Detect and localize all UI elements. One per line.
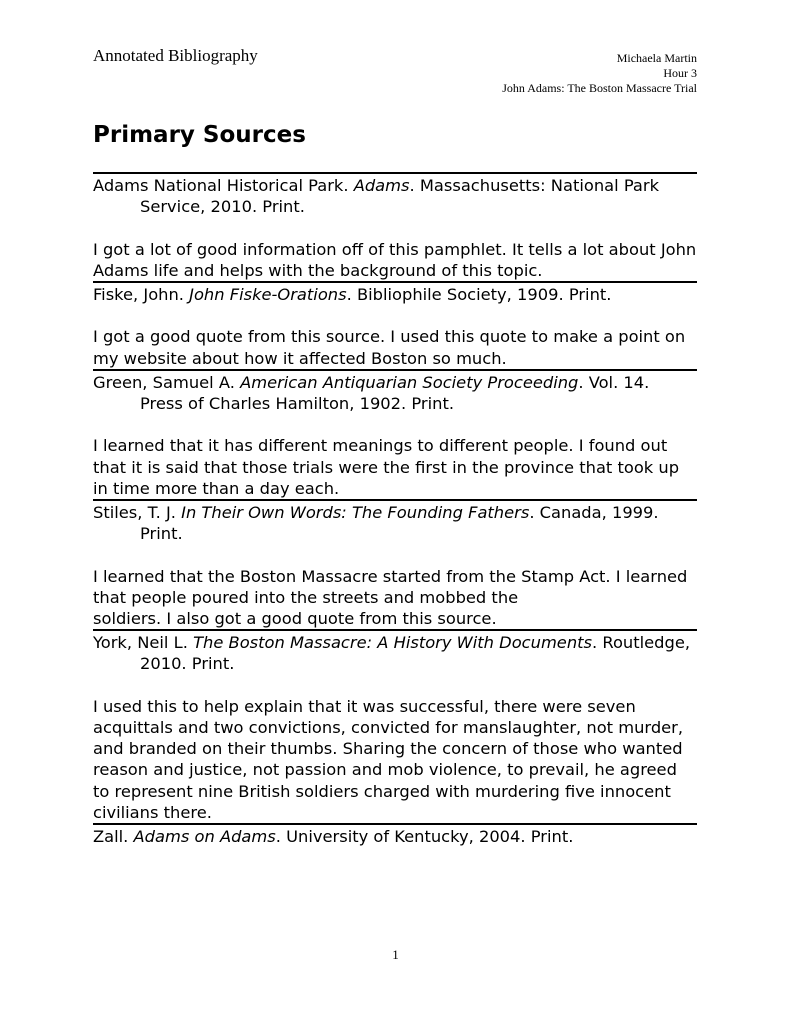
document-title: Annotated Bibliography (93, 46, 258, 65)
citation: Fiske, John. John Fiske-Orations. Bibliophile Society, 1909. Print. (93, 285, 612, 304)
bibliography-entry (93, 629, 697, 823)
citation: Stiles, T. J. In Their Own Words: The Founding Fathers. Canada, 1999. Print. (93, 503, 659, 544)
source-title: American Antiquarian Society Proceeding (240, 372, 579, 392)
section-heading: Primary Sources (93, 122, 306, 148)
bibliography-entry (93, 823, 697, 847)
source-title: John Fiske-Orations (189, 285, 347, 304)
bibliography-entry (93, 369, 697, 499)
author-name: Michaela Martin (616, 51, 697, 65)
project-topic: John Adams: The Boston Massacre Trial (502, 81, 697, 95)
citation: Green, Samuel A. American Antiquarian Society Proceeding. Vol. 14. Press of Charles Hamilton, 1902. Print. (93, 372, 650, 413)
class-hour: Hour 3 (663, 66, 697, 80)
source-title: Adams (353, 176, 410, 195)
annotation: I got a good quote from this source. I used this quote to make a point on my website about how it affected Boston so much. (93, 327, 686, 368)
source-title: In Their Own Words: The Founding Fathers (181, 503, 530, 522)
bibliography-entry (93, 499, 697, 629)
annotation: I learned that it has different meanings to different people. I found out that it is said that those trials were the first in the province that took up in time more than a day each. (93, 436, 680, 498)
annotation: I used this to help explain that it was successful, there were seven acquittals and two convictions, convicted for manslaughter, not murder, and branded on their thumbs. Sharing the concern of those who wanted reason and justice, not passion and mob violence, to prevail, he agreed to represent nine British soldiers charged with murdering five innocent civilians there. (93, 696, 684, 822)
source-title: Adams on Adams (133, 827, 276, 847)
annotation: I got a lot of good information off of this pamphlet. It tells a lot about John Adams life and helps with the background of this topic. (93, 239, 697, 280)
header-info (502, 51, 697, 96)
bibliography-entry (93, 281, 697, 369)
citation: Adams National Historical Park. Adams. Massachusetts: National Park Service, 2010. Print. (93, 176, 660, 217)
annotation: I learned that the Boston Massacre started from the Stamp Act. I learned that people poured into the streets and mobbed the soldiers. I also got a good quote from this source. (93, 566, 688, 628)
source-title: The Boston Massacre: A History With Documents (193, 633, 593, 653)
page-number: 1 (392, 947, 399, 962)
citation: York, Neil L. The Boston Massacre: A History With Documents. Routledge, 2010. Print. (93, 633, 691, 674)
bibliography-list (93, 172, 697, 847)
citation: Zall. Adams on Adams. University of Kentucky, 2004. Print. (93, 827, 574, 847)
bibliography-entry (93, 172, 697, 281)
